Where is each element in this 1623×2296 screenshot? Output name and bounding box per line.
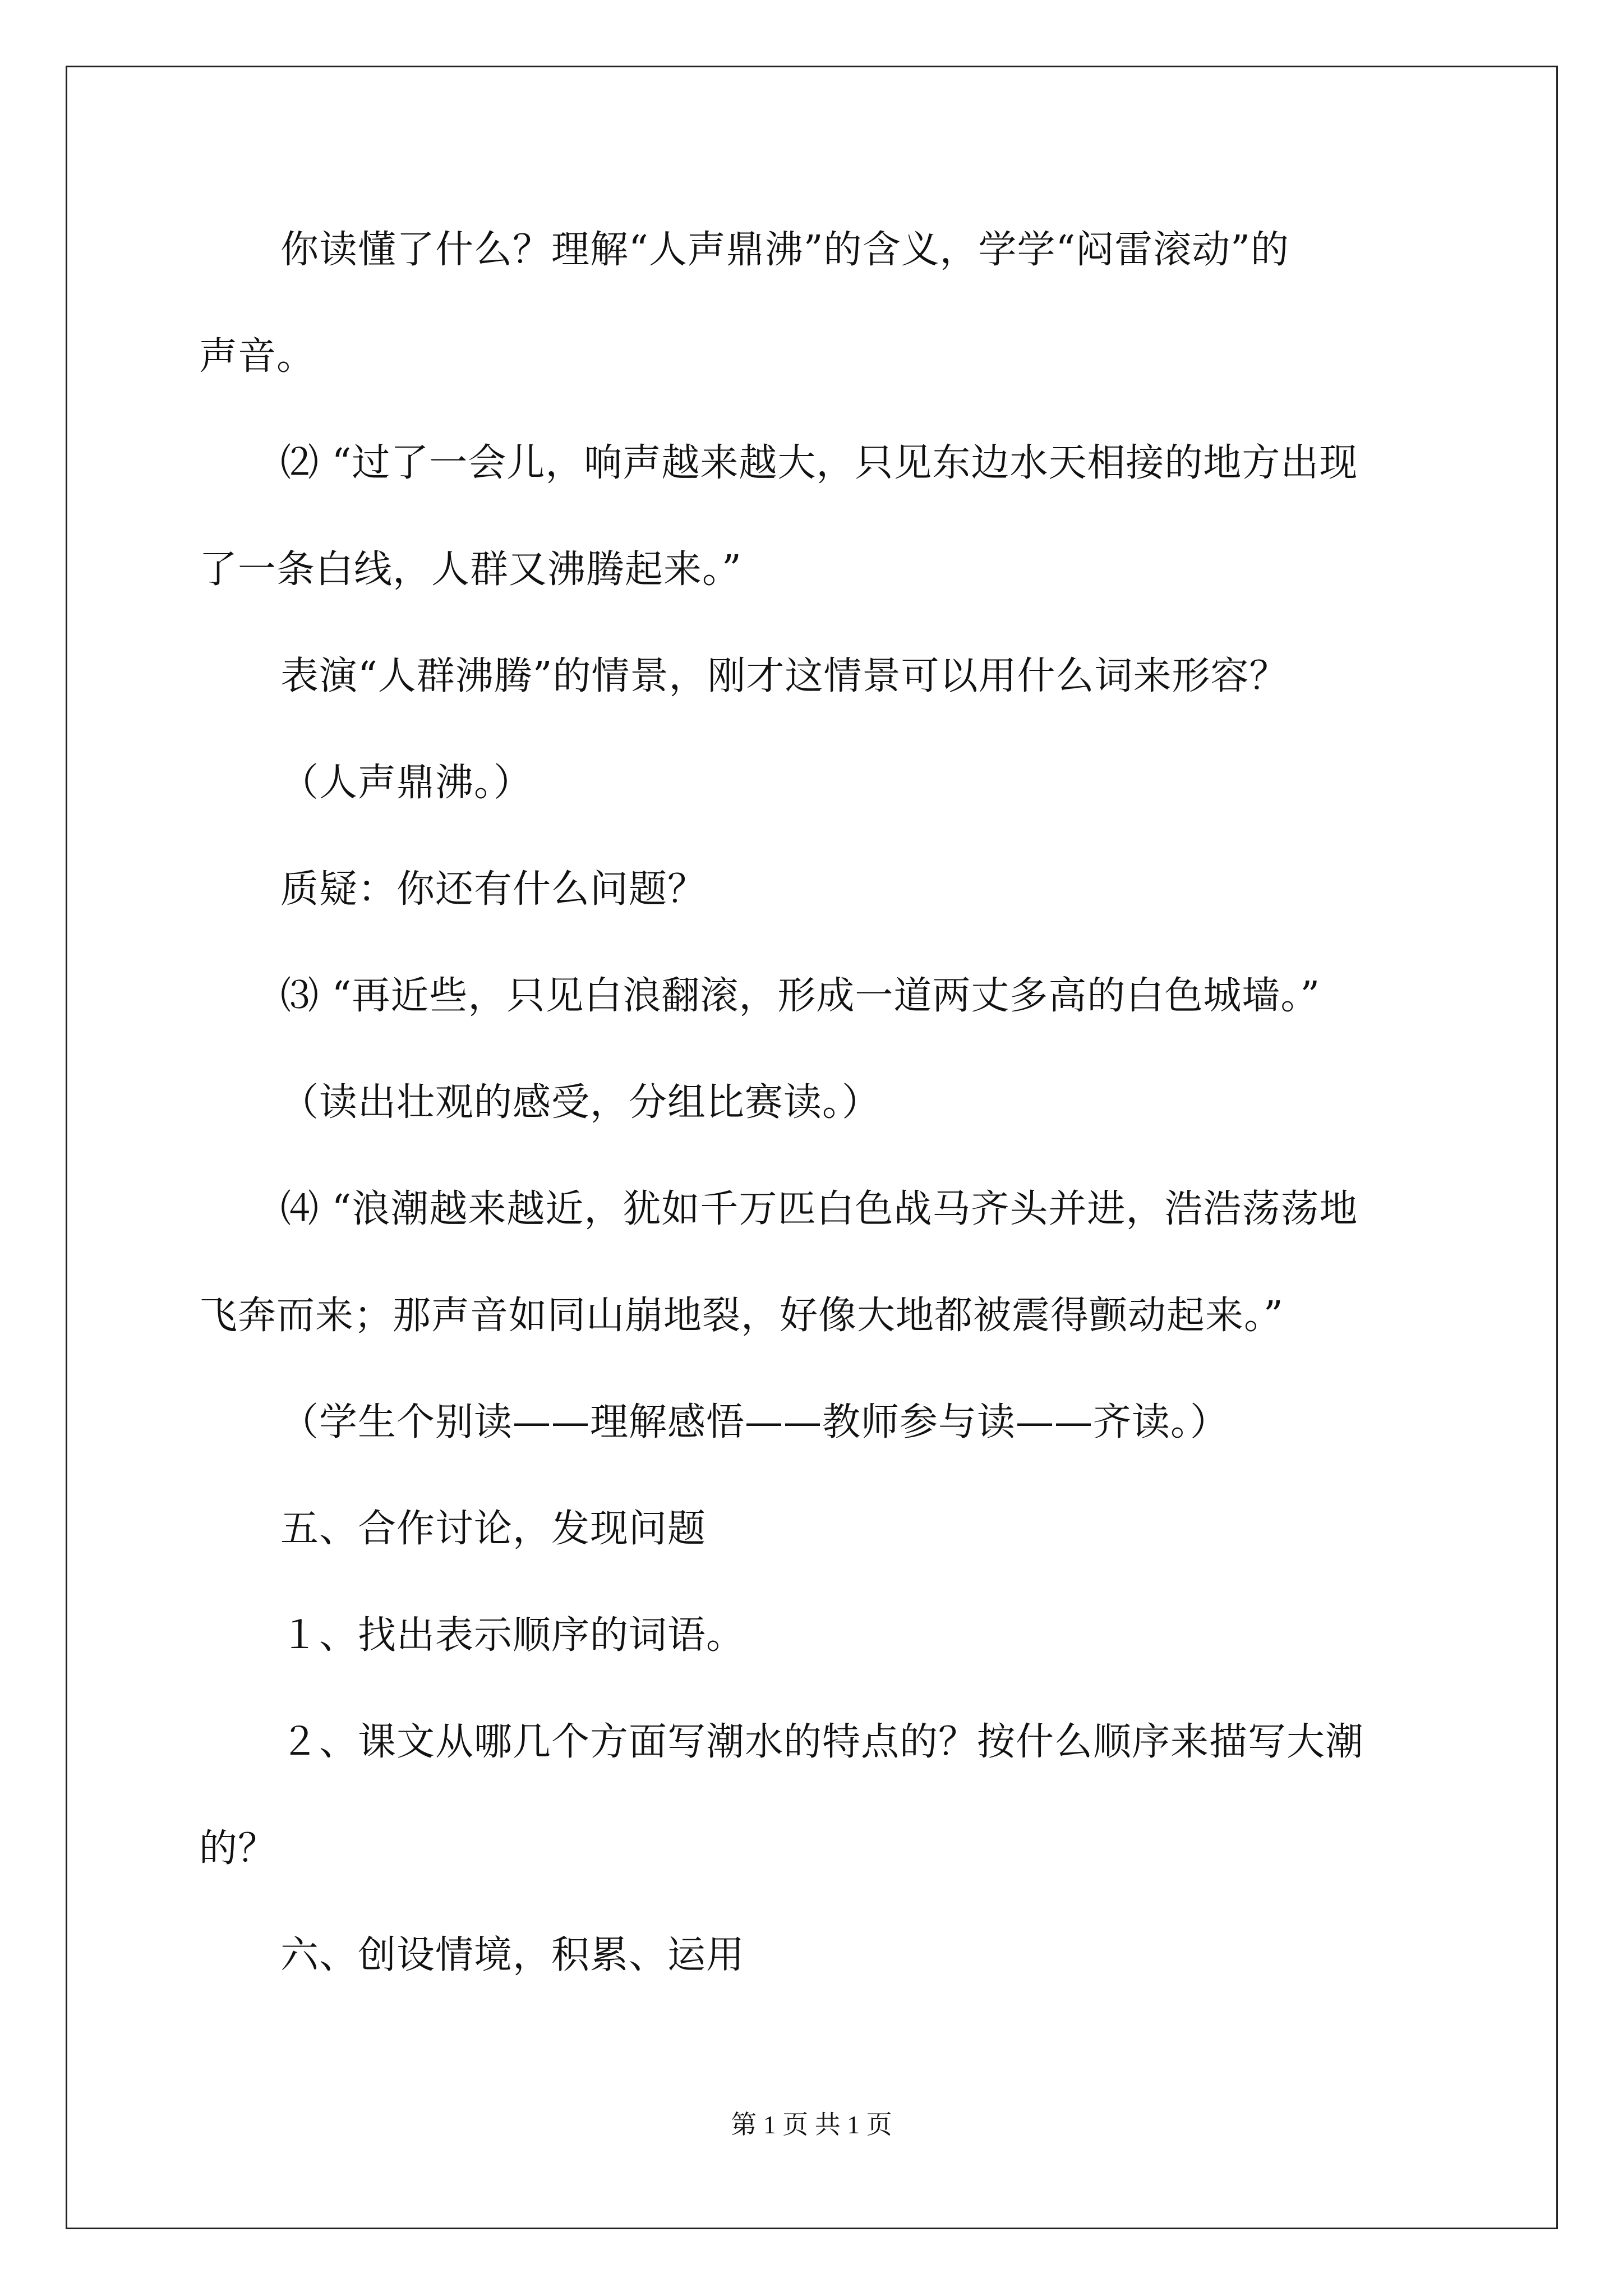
body-line-9: （读出壮观的感受，分组比赛读。） bbox=[280, 1080, 881, 1125]
body-line-7: 质疑：你还有什么问题？ bbox=[280, 867, 707, 912]
body-line-16: 的？ bbox=[199, 1826, 277, 1871]
body-line-5: 表演“人群沸腾”的情景，刚才这情景可以用什么词来形容？ bbox=[280, 654, 1288, 698]
body-line-1: 你读懂了什么？理解“人声鼎沸”的含义，学学“闷雷滚动”的 bbox=[280, 228, 1290, 272]
page-number-footer: 第 1 页 共 1 页 bbox=[731, 2110, 892, 2139]
page-border bbox=[66, 66, 1558, 2229]
body-line-6: （人声鼎沸。） bbox=[280, 761, 533, 805]
body-line-2: 声音。 bbox=[199, 334, 316, 379]
body-line-4: 了一条白线，人群又沸腾起来。” bbox=[199, 547, 742, 592]
body-line-3: ⑵ “过了一会儿，响声越来越大，只见东边水天相接的地方出现 bbox=[280, 441, 1358, 485]
body-line-12: （学生个别读——理解感悟——教师参与读——齐读。） bbox=[280, 1400, 1229, 1444]
body-line-8: ⑶ “再近些，只见白浪翻滚，形成一道两丈多高的白色城墙。” bbox=[280, 974, 1321, 1018]
body-line-14: １、找出表示顺序的词语。 bbox=[280, 1613, 745, 1658]
section-heading-6: 六、创设情境，积累、运用 bbox=[280, 1933, 745, 1977]
body-line-10: ⑷ “浪潮越来越近，犹如千万匹白色战马齐头并进，浩浩荡荡地 bbox=[280, 1187, 1358, 1231]
body-line-15: ２、课文从哪几个方面写潮水的特点的？按什么顺序来描写大潮 bbox=[280, 1720, 1364, 1764]
body-line-11: 飞奔而来；那声音如同山崩地裂，好像大地都被震得颤动起来。” bbox=[199, 1294, 1284, 1338]
section-heading-5: 五、合作讨论，发现问题 bbox=[280, 1507, 707, 1551]
